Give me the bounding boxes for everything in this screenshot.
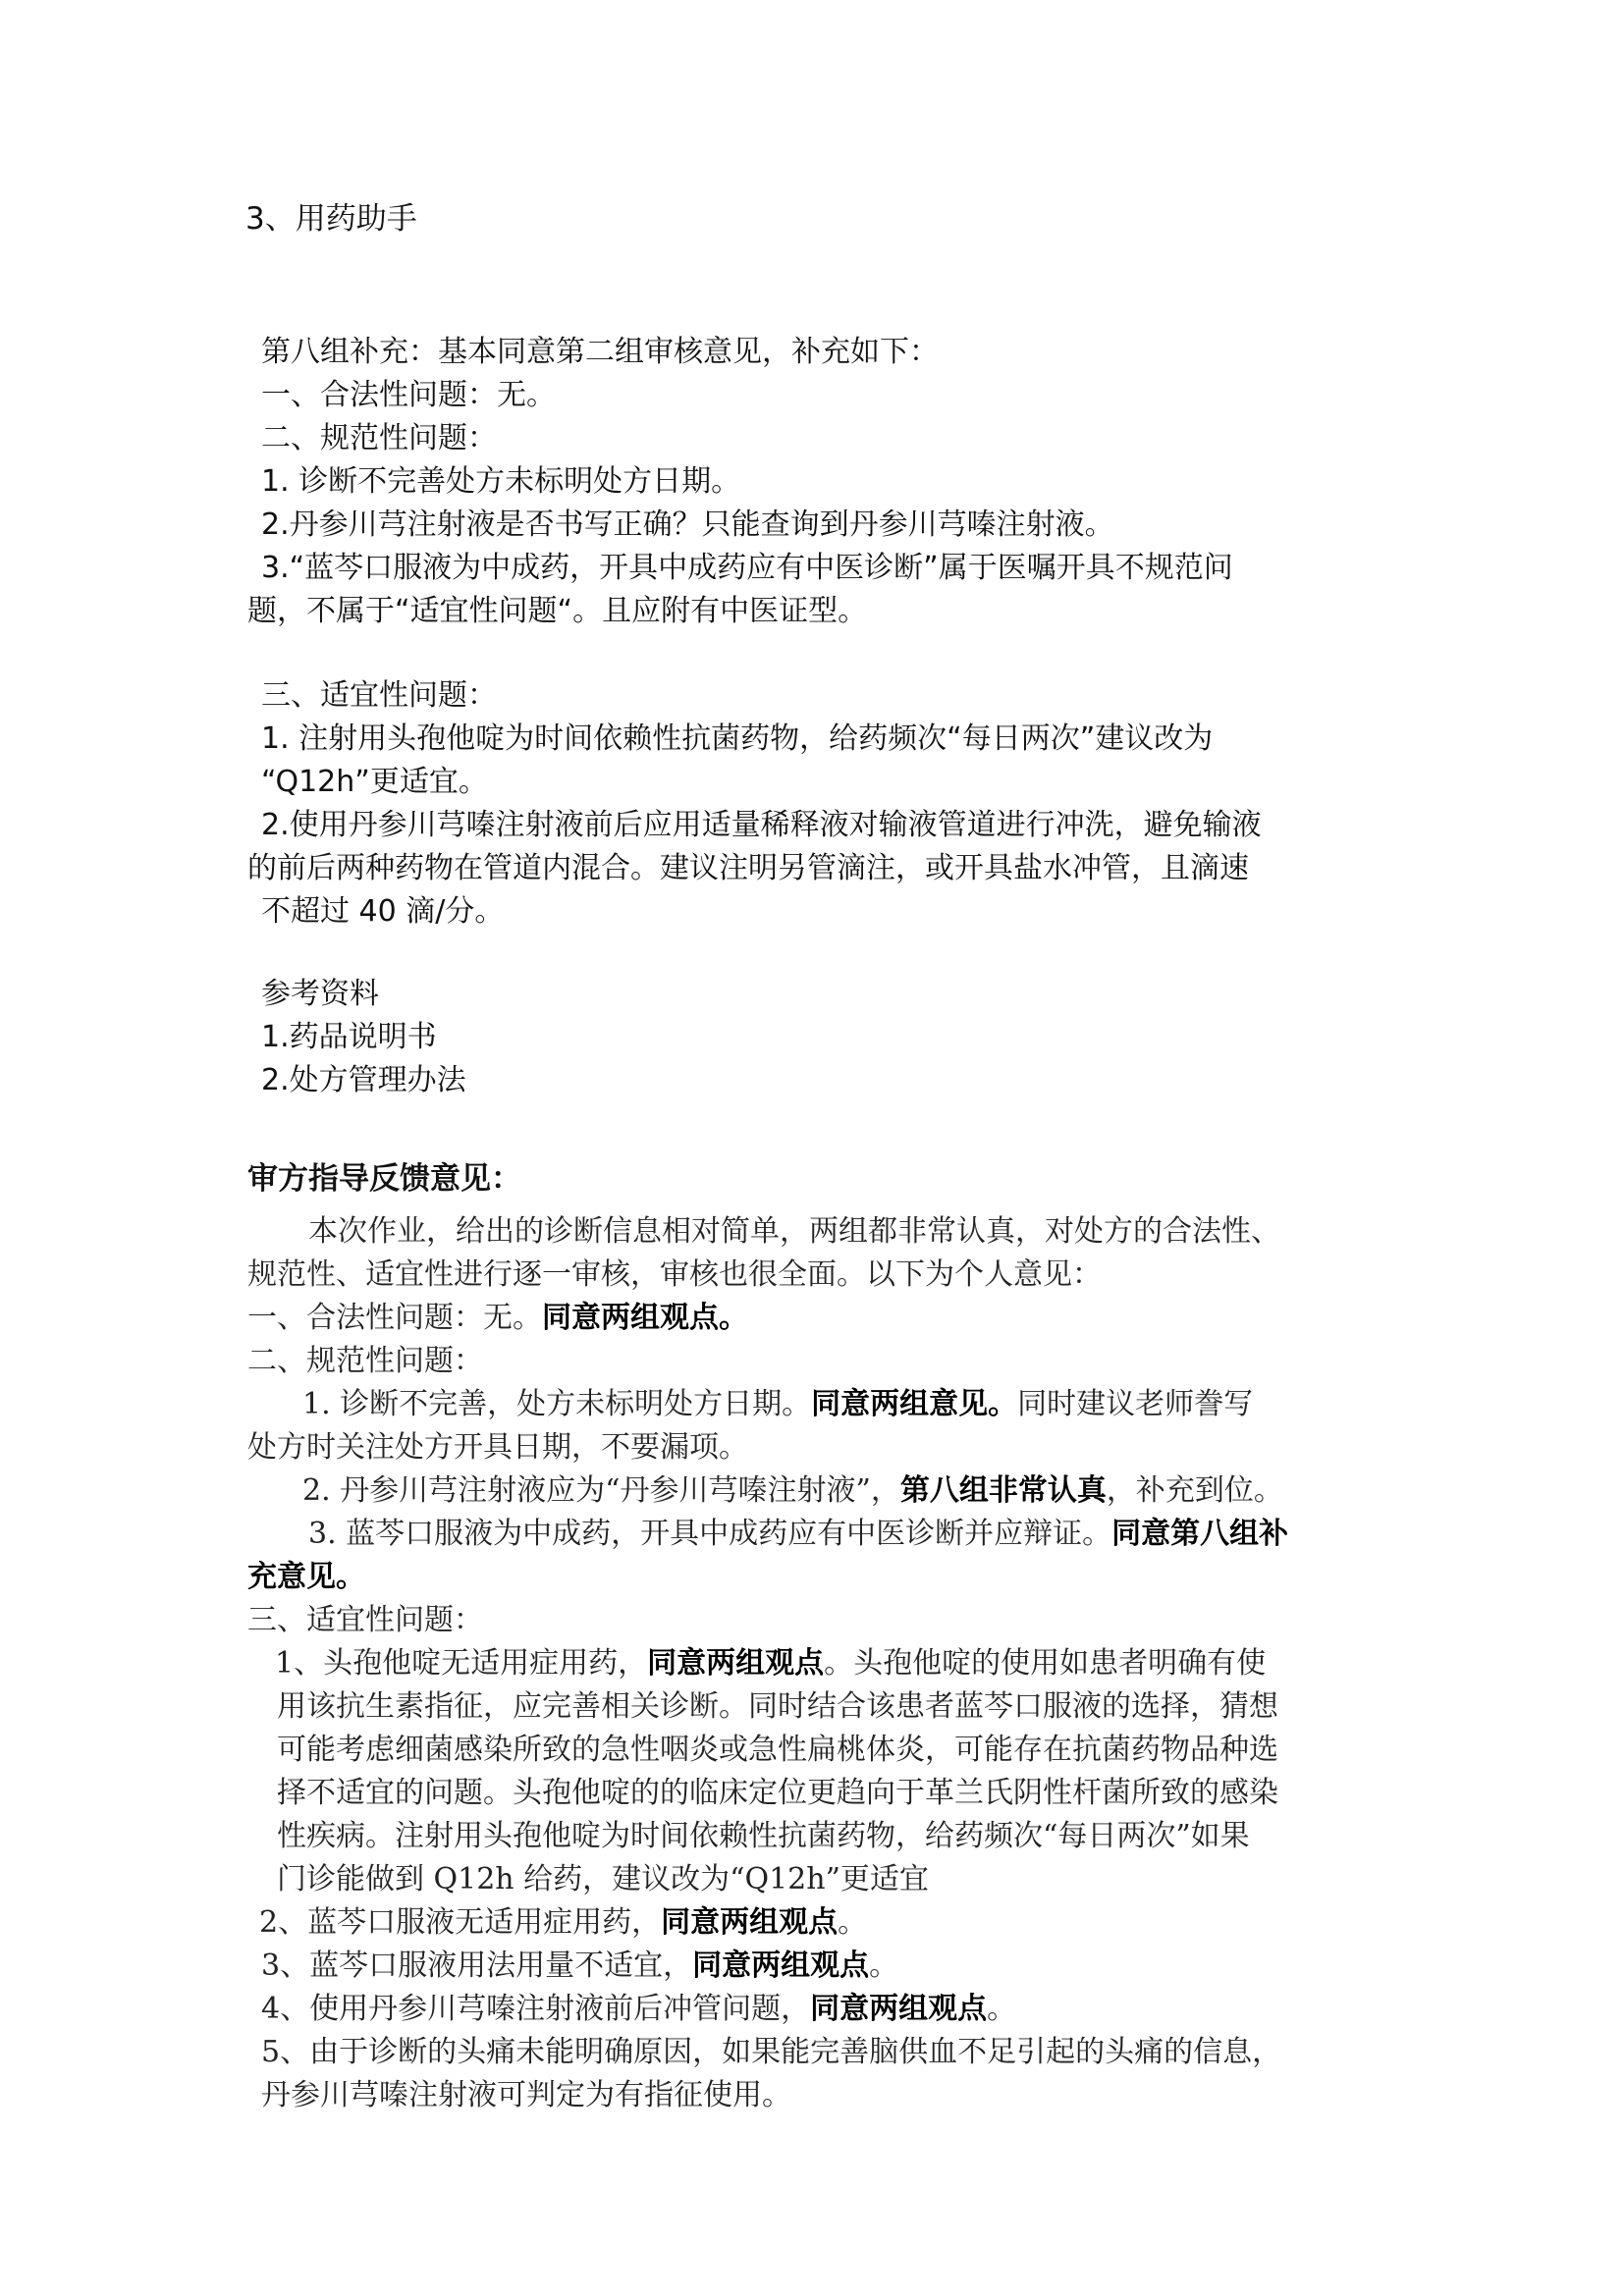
feedback-suit-4: 4、使用丹参川芎嗪注射液前后冲管问题，同意两组观点。 bbox=[261, 1992, 1017, 2026]
group8-norm-title: 二、规范性问题： bbox=[261, 421, 497, 455]
group8-ref-1: 1.药品说明书 bbox=[261, 1020, 437, 1054]
feedback-suit-3: 3、蓝芩口服液用法用量不适宜，同意两组观点。 bbox=[261, 1949, 899, 1983]
feedback-suit-1-line4: 择不适宜的问题。头孢他啶的的临床定位更趋向于革兰氏阴性杆菌所致的感染 bbox=[277, 1776, 1278, 1810]
feedback-suit-title: 三、适宜性问题： bbox=[247, 1603, 483, 1637]
group8-ref-2: 2.处方管理办法 bbox=[261, 1063, 466, 1097]
feedback-title: 审方指导反馈意见： bbox=[247, 1161, 521, 1197]
feedback-intro-line2: 规范性、适宜性进行逐一审核，审核也很全面。以下为个人意见： bbox=[247, 1257, 1102, 1292]
feedback-norm-3: 3. 蓝芩口服液为中成药，开具中成药应有中医诊断并应辩证。同意第八组补 bbox=[308, 1517, 1289, 1551]
feedback-norm-3-line2: 充意见。 bbox=[247, 1560, 365, 1594]
feedback-suit-1-line6: 门诊能做到 Q12h 给药，建议改为“Q12h”更适宜 bbox=[277, 1862, 929, 1896]
feedback-suit-5-line2: 丹参川芎嗪注射液可判定为有指征使用。 bbox=[261, 2078, 791, 2112]
group8-norm-2: 2.丹参川芎注射液是否书写正确？只能查询到丹参川芎嗪注射液。 bbox=[261, 507, 1114, 542]
feedback-suit-2: 2、蓝芩口服液无适用症用药，同意两组观点。 bbox=[259, 1905, 868, 1940]
group8-suit-1-line1: 1. 注射用头孢他啶为时间依赖性抗菌药物，给药频次“每日两次”建议改为 bbox=[261, 721, 1214, 756]
group8-suit-2-line3: 不超过 40 滴/分。 bbox=[261, 894, 505, 929]
feedback-norm-title: 二、规范性问题： bbox=[247, 1344, 483, 1378]
group8-suit-1-line2: “Q12h”更适宜。 bbox=[261, 765, 488, 799]
feedback-suit-5-line1: 5、由于诊断的头痛未能明确原因，如果能完善脑供血不足引起的头痛的信息， bbox=[261, 2035, 1282, 2069]
feedback-suit-1-line5: 性疾病。注射用头孢他啶为时间依赖性抗菌药物，给药频次“每日两次”如果 bbox=[277, 1819, 1250, 1853]
group8-norm-3-line2: 题，不属于“适宜性问题“。且应附有中医证型。 bbox=[247, 594, 868, 628]
feedback-legality: 一、合法性问题：无。同意两组观点。 bbox=[247, 1301, 748, 1335]
feedback-norm-1-line2: 处方时关注处方开具日期，不要漏项。 bbox=[247, 1430, 748, 1465]
feedback-norm-1: 1. 诊断不完善，处方未标明处方日期。同意两组意见。同时建议老师誊写 bbox=[302, 1387, 1254, 1421]
group8-suit-title: 三、适宜性问题： bbox=[261, 678, 497, 713]
group8-ref-title: 参考资料 bbox=[261, 977, 379, 1011]
feedback-suit-1-line2: 用该抗生素指征，应完善相关诊断。同时结合该患者蓝芩口服液的选择，猜想 bbox=[277, 1689, 1278, 1724]
group8-suit-2-line2: 的前后两种药物在管道内混合。建议注明另管滴注，或开具盐水冲管，且滴速 bbox=[247, 851, 1249, 885]
feedback-norm-2: 2. 丹参川芎注射液应为“丹参川芎嗪注射液”，第八组非常认真，补充到位。 bbox=[302, 1473, 1283, 1508]
group8-legality: 一、合法性问题：无。 bbox=[261, 378, 556, 412]
group8-norm-3-line1: 3.“蓝芩口服液为中成药，开具中成药应有中医诊断”属于医嘱开具不规范问 bbox=[261, 551, 1233, 585]
section-title: 3、用药助手 bbox=[245, 201, 417, 237]
group8-suit-2-line1: 2.使用丹参川芎嗪注射液前后应用适量稀释液对输液管道进行冲洗，避免输液 bbox=[261, 808, 1262, 842]
feedback-suit-1: 1、头孢他啶无适用症用药，同意两组观点。头孢他啶的使用如患者明确有使 bbox=[275, 1646, 1267, 1681]
feedback-intro-line1: 本次作业，给出的诊断信息相对简单，两组都非常认真，对处方的合法性、 bbox=[308, 1214, 1280, 1249]
group8-norm-1: 1. 诊断不完善处方未标明处方日期。 bbox=[261, 464, 741, 499]
feedback-suit-1-line3: 可能考虑细菌感染所致的急性咽炎或急性扁桃体炎，可能存在抗菌药物品种选 bbox=[277, 1733, 1278, 1767]
group8-intro: 第八组补充：基本同意第二组审核意见，补充如下： bbox=[261, 335, 939, 369]
